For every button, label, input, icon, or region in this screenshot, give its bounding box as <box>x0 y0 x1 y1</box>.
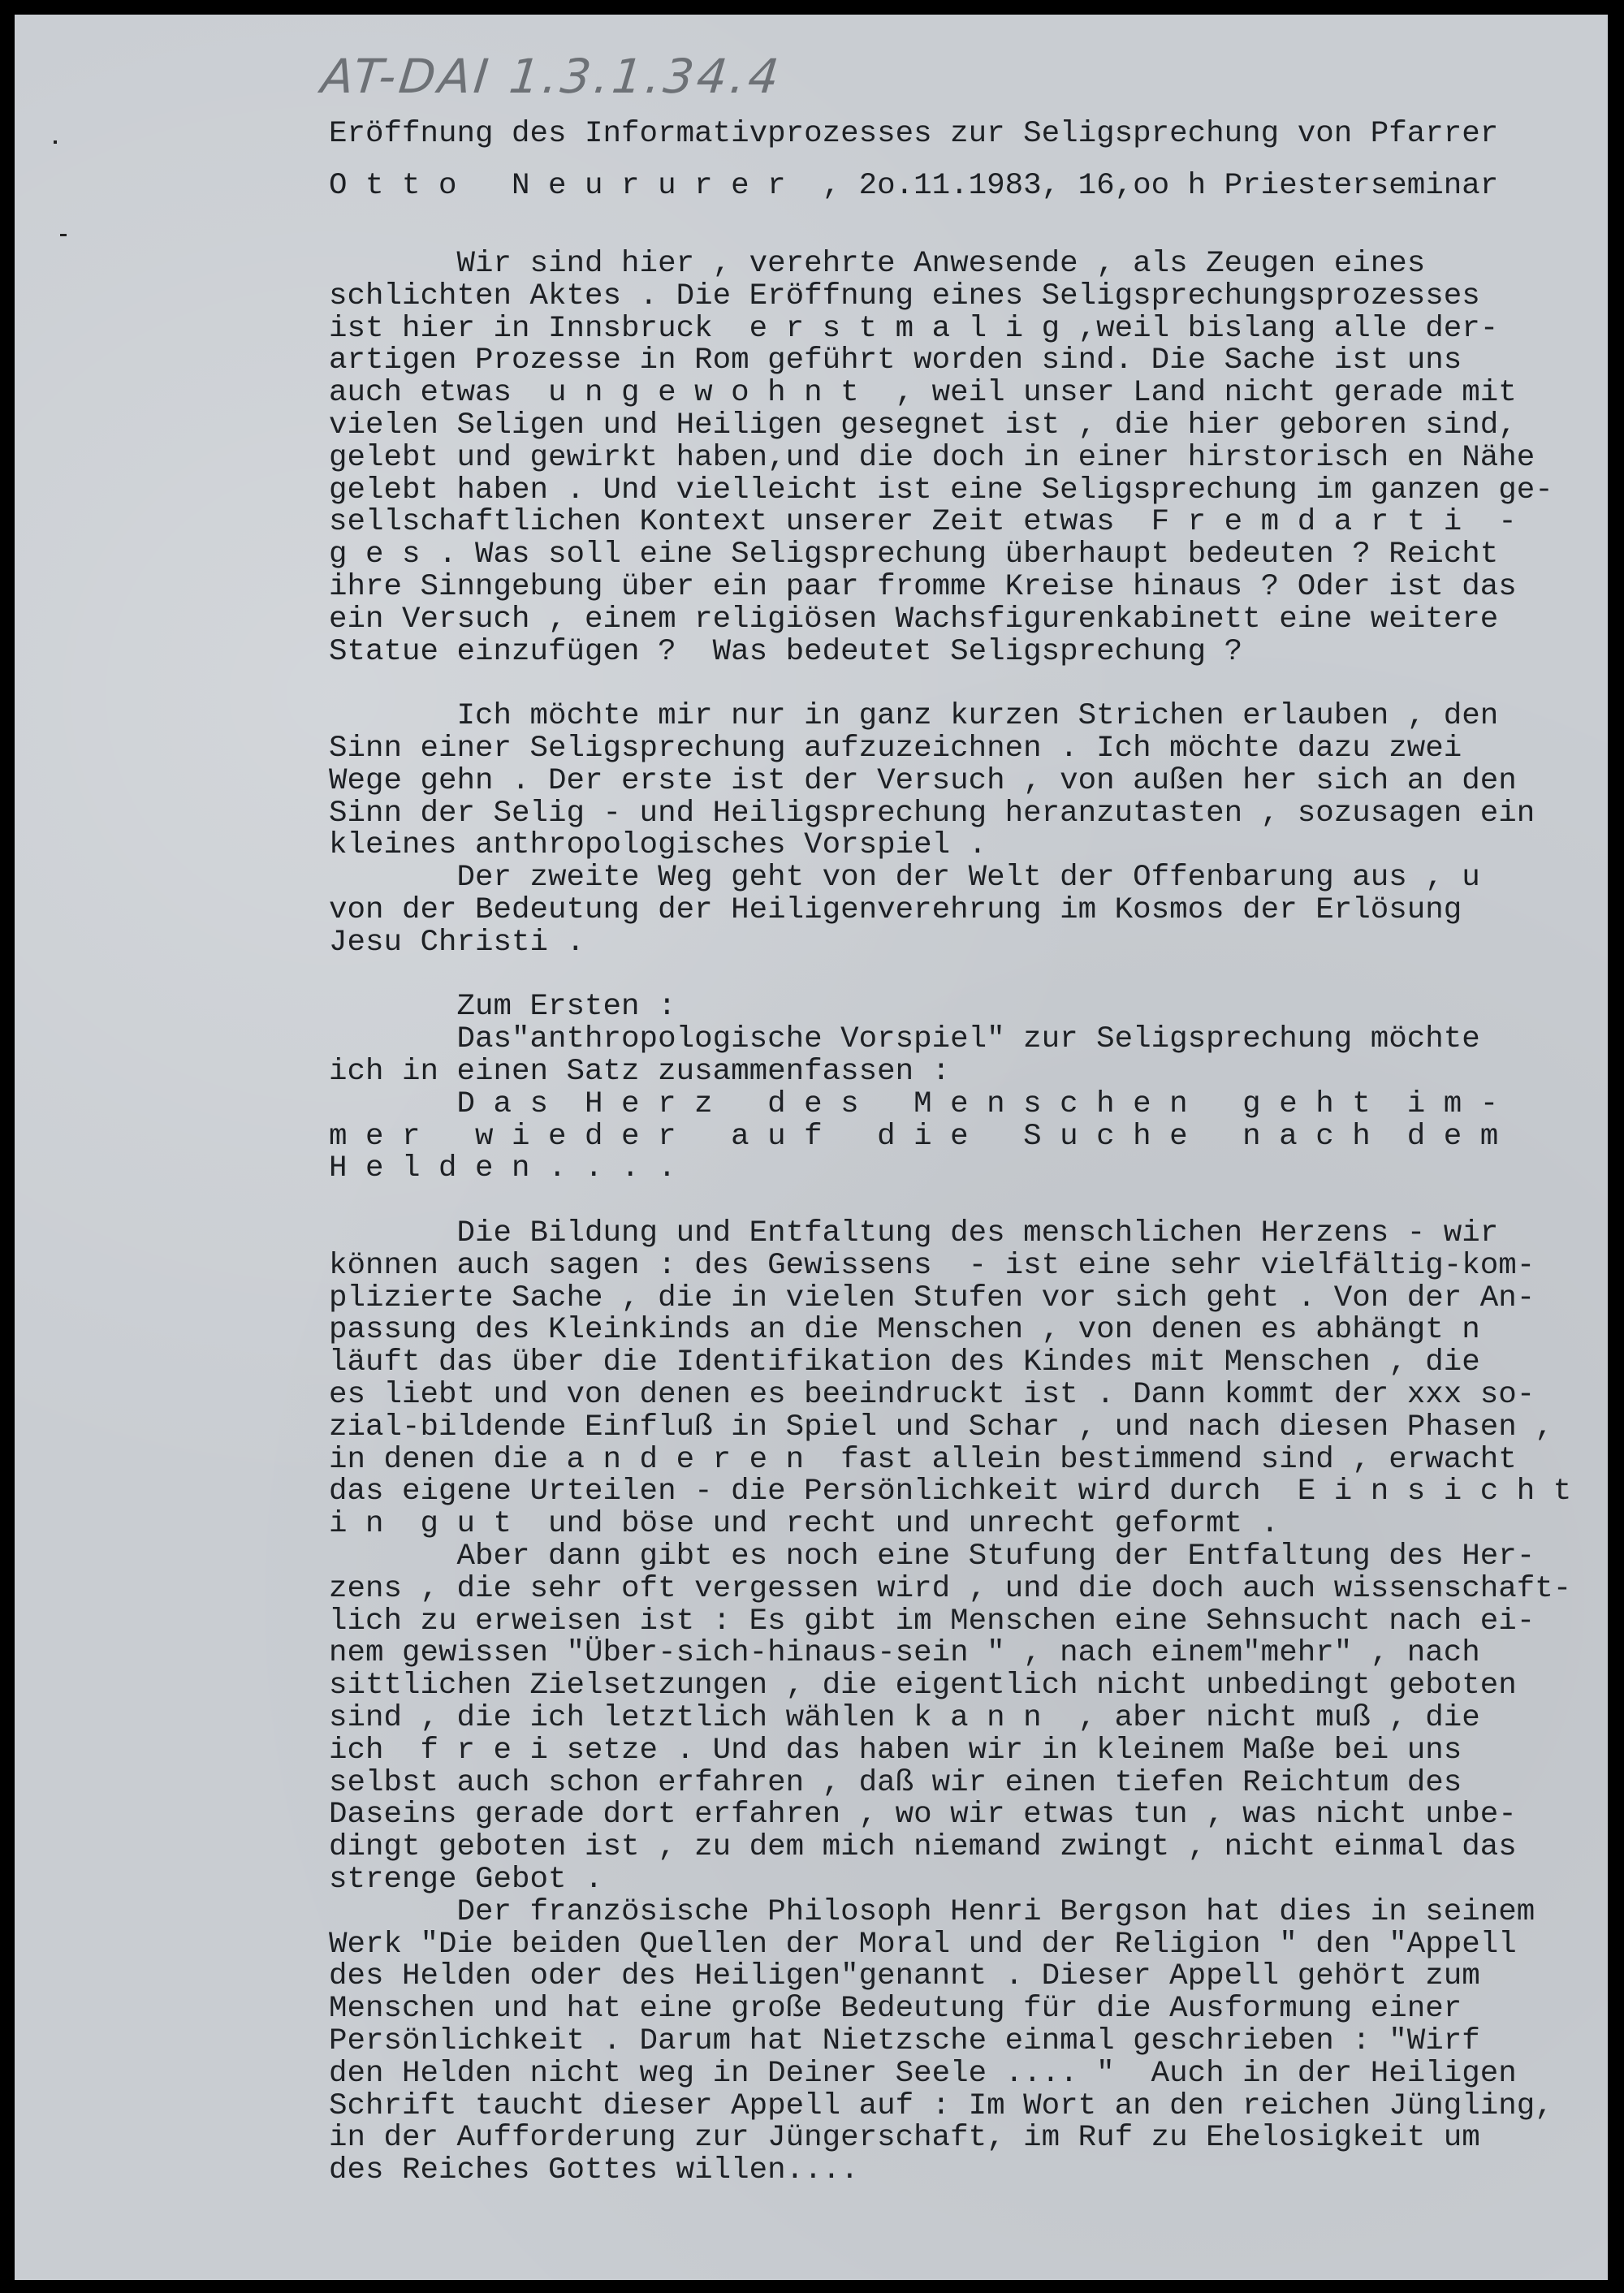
text-line: Sinn der Selig - und Heiligsprechung heranzutasten , sozusagen ein <box>329 796 1535 831</box>
text-line: den Helden nicht weg in Deiner Seele .... " Auch in der Heiligen <box>329 2056 1517 2091</box>
text-line: D a s H e r z d e s M e n s c h e n g e h t i m - <box>329 1086 1499 1121</box>
text-line: ich in einen Satz zusammenfassen : <box>329 1055 951 1089</box>
archive-reference: AT-DAI 1.3.1.34.4 <box>318 49 785 104</box>
text-line: Wege gehn . Der erste ist der Versuch , von außen her sich an den <box>329 763 1517 798</box>
text-line: es liebt und von denen es beeindruckt ist . Dann kommt der xxx so- <box>329 1378 1535 1412</box>
text-line: ihre Sinngebung über ein paar fromme Kreise hinaus ? Oder ist das <box>329 570 1517 604</box>
text-line: dingt geboten ist , zu dem mich niemand zwingt , nicht einmal das <box>329 1830 1517 1865</box>
text-line: ist hier in Innsbruck e r s t m a l i g ,weil bislang alle der- <box>329 311 1499 346</box>
heading-line-2: O t t o N e u r u r e r , 2o.11.1983, 16,oo h Priesterseminar <box>329 169 1499 203</box>
text-line: passung des Kleinkinds an die Menschen , von denen es abhängt n <box>329 1313 1480 1348</box>
text-line: Persönlichkeit . Darum hat Nietzsche einmal geschrieben : "Wirf <box>329 2024 1480 2058</box>
text-line: H e l d e n . . . . <box>329 1151 676 1186</box>
text-line: sellschaftlichen Kontext unserer Zeit etwas F r e m d a r t i - <box>329 505 1517 540</box>
text-line: Statue einzufügen ? Was bedeutet Seligsprechung ? <box>329 634 1243 669</box>
text-line: sind , die ich letztlich wählen k a n n , aber nicht muß , die <box>329 1701 1480 1735</box>
text-line: plizierte Sache , die in vielen Stufen vor sich geht . Von der An- <box>329 1280 1535 1315</box>
text-line: Die Bildung und Entfaltung des menschlichen Herzens - wir <box>329 1216 1499 1250</box>
text-line: in denen die a n d e r e n fast allein bestimmend sind , erwacht <box>329 1442 1517 1477</box>
text-line: Das"anthropologische Vorspiel" zur Seligsprechung möchte <box>329 1022 1480 1057</box>
margin-dot-middle <box>60 234 67 236</box>
text-line: auch etwas u n g e w o h n t , weil unser Land nicht gerade mit <box>329 376 1517 411</box>
text-line: ein Versuch , einem religiösen Wachsfigurenkabinett eine weitere <box>329 602 1499 637</box>
text-line: zial-bildende Einfluß in Spiel und Schar , und nach diesen Phasen , <box>329 1410 1553 1444</box>
text-line: zens , die sehr oft vergessen wird , und die doch auch wissenschaft- <box>329 1571 1572 1606</box>
text-line: i n g u t und böse und recht und unrecht geformt . <box>329 1507 1280 1542</box>
text-line: Aber dann gibt es noch eine Stufung der Entfaltung des Her- <box>329 1539 1535 1574</box>
text-line: g e s . Was soll eine Seligsprechung überhaupt bedeuten ? Reicht <box>329 538 1499 572</box>
text-line: ich f r e i setze . Und das haben wir in kleinem Maße bei uns <box>329 1733 1462 1768</box>
text-line: Der zweite Weg geht von der Welt der Offenbarung aus , u <box>329 861 1480 896</box>
typed-text <box>313 15 1608 2188</box>
text-line: strenge Gebot . <box>329 1863 603 1897</box>
text-line: Sinn einer Seligsprechung aufzuzeichnen . Ich möchte dazu zwei <box>329 732 1462 766</box>
text-line: Wir sind hier , verehrte Anwesende , als Zeugen eines <box>329 247 1426 281</box>
text-line: Werk "Die beiden Quellen der Moral und der Religion " den "Appell <box>329 1927 1517 1962</box>
text-line: Der französische Philosoph Henri Bergson hat dies in seinem <box>329 1894 1535 1929</box>
text-line: gelebt haben . Und vielleicht ist eine Seligsprechung im ganzen ge- <box>329 473 1553 507</box>
text-line: m e r w i e d e r a u f d i e S u c h e n a c h d e m <box>329 1119 1499 1154</box>
heading-line-1: Eröffnung des Informativprozesses zur Seligsprechung von Pfarrer <box>329 117 1499 151</box>
typewritten-page <box>15 15 1608 2280</box>
text-line: Schrift taucht dieser Appell auf : Im Wort an den reichen Jüngling, <box>329 2088 1553 2123</box>
text-line: vielen Seligen und Heiligen gesegnet ist , die hier geboren sind, <box>329 408 1517 443</box>
text-line: in der Aufforderung zur Jüngerschaft, im Ruf zu Ehelosigkeit um <box>329 2121 1480 2156</box>
text-line: Zum Ersten : <box>329 990 676 1025</box>
text-line: gelebt und gewirkt haben,und die doch in einer hirstorisch en Nähe <box>329 440 1535 475</box>
text-line: kleines anthropologisches Vorspiel . <box>329 828 987 863</box>
text-line: des Reiches Gottes willen.... <box>329 2153 859 2188</box>
text-line: artigen Prozesse in Rom geführt worden sind. Die Sache ist uns <box>329 343 1462 378</box>
text-line: lich zu erweisen ist : Es gibt im Menschen eine Sehnsucht nach ei- <box>329 1604 1535 1639</box>
text-line: Daseins gerade dort erfahren , wo wir etwas tun , was nicht unbe- <box>329 1798 1517 1833</box>
text-line: selbst auch schon erfahren , daß wir einen tiefen Reichtum des <box>329 1765 1462 1800</box>
text-line: nem gewissen "Über-sich-hinaus-sein " , nach einem"mehr" , nach <box>329 1636 1480 1671</box>
text-line: Ich möchte mir nur in ganz kurzen Strichen erlauben , den <box>329 699 1499 734</box>
text-line: von der Bedeutung der Heiligenverehrung im Kosmos der Erlösung <box>329 893 1462 927</box>
text-line: das eigene Urteilen - die Persönlichkeit wird durch E i n s i c h t <box>329 1475 1572 1509</box>
text-line: schlichten Aktes . Die Eröffnung eines Seligsprechungsprozesses <box>329 279 1480 313</box>
text-line: Menschen und hat eine große Bedeutung für die Ausformung einer <box>329 1992 1462 2027</box>
text-line: des Helden oder des Heiligen"genannt . Dieser Appell gehört zum <box>329 1959 1480 1994</box>
text-line: läuft das über die Identifikation des Kindes mit Menschen , die <box>329 1345 1480 1380</box>
text-line: Jesu Christi . <box>329 925 585 960</box>
text-line: sittlichen Zielsetzungen , die eigentlich nicht unbedingt geboten <box>329 1669 1517 1704</box>
text-line: können auch sagen : des Gewissens - ist eine sehr vielfältig-kom- <box>329 1248 1535 1283</box>
margin-dot-top <box>54 140 57 144</box>
